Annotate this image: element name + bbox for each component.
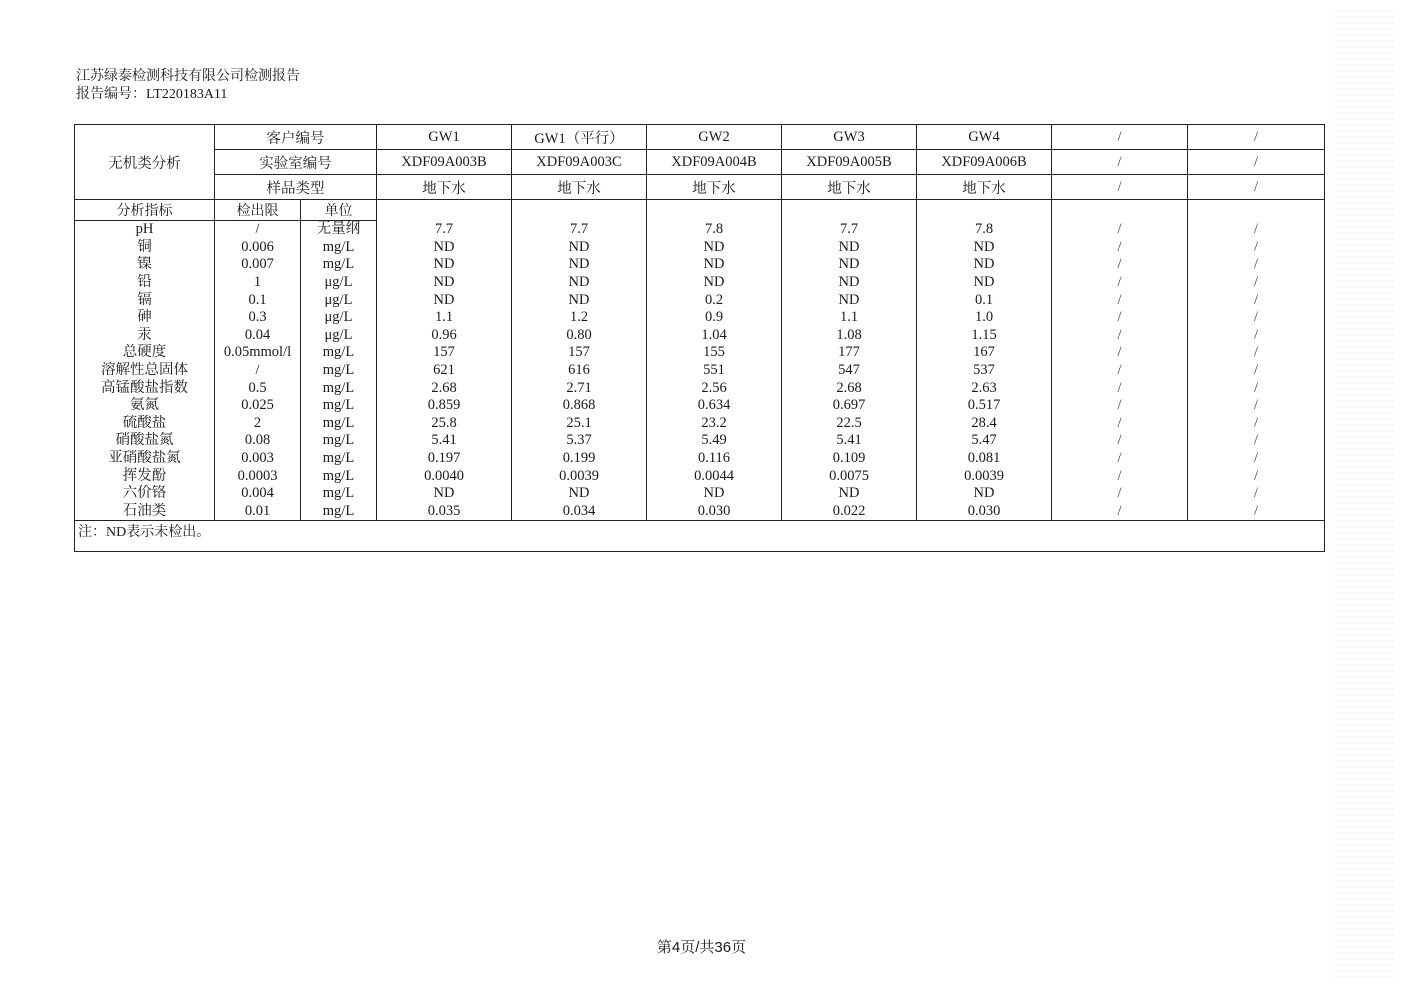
result-cell: 2.56 xyxy=(647,379,782,397)
result-cell: 0.022 xyxy=(782,503,917,521)
note-row xyxy=(75,521,1325,552)
result-cell: ND xyxy=(512,485,647,503)
result-cell: / xyxy=(1188,379,1325,397)
result-cell: / xyxy=(1188,327,1325,345)
company-title: 江苏绿泰检测科技有限公司检测报告 xyxy=(76,69,300,84)
blank-header-cell xyxy=(917,200,1052,221)
indicator-name-cell: 硫酸盐 xyxy=(75,415,215,433)
detection-limit-cell: 0.3 xyxy=(215,309,301,327)
result-cell: ND xyxy=(917,256,1052,274)
section-label: 无机类分析 xyxy=(75,125,215,200)
result-cell: / xyxy=(1052,485,1188,503)
result-cell: 547 xyxy=(782,362,917,380)
result-cell: ND xyxy=(512,291,647,309)
client-no-cell: GW1 xyxy=(377,125,512,150)
unit-cell: mg/L xyxy=(301,432,377,450)
result-cell: / xyxy=(1052,344,1188,362)
detection-limit-cell: 0.004 xyxy=(215,485,301,503)
result-cell: 177 xyxy=(782,344,917,362)
result-cell: 0.116 xyxy=(647,450,782,468)
indicator-name-cell: 亚硝酸盐氮 xyxy=(75,450,215,468)
result-cell: ND xyxy=(782,239,917,257)
result-cell: 25.1 xyxy=(512,415,647,433)
result-cell: 0.0040 xyxy=(377,467,512,485)
result-cell: / xyxy=(1188,274,1325,292)
result-cell: / xyxy=(1188,450,1325,468)
result-cell: / xyxy=(1052,467,1188,485)
result-cell: ND xyxy=(377,291,512,309)
result-cell: 616 xyxy=(512,362,647,380)
result-cell: 7.8 xyxy=(917,221,1052,239)
result-cell: ND xyxy=(512,256,647,274)
unit-cell: 无量纲 xyxy=(301,221,377,239)
table-row xyxy=(75,256,1325,274)
detection-limit-cell: 0.01 xyxy=(215,503,301,521)
result-cell: 22.5 xyxy=(782,415,917,433)
detection-limit-cell: 0.5 xyxy=(215,379,301,397)
blank-header-cell xyxy=(647,200,782,221)
result-cell: ND xyxy=(782,256,917,274)
indicator-name-cell: 镉 xyxy=(75,291,215,309)
result-cell: 157 xyxy=(377,344,512,362)
result-cell: 157 xyxy=(512,344,647,362)
result-cell: / xyxy=(1052,415,1188,433)
indicator-name-cell: 高锰酸盐指数 xyxy=(75,379,215,397)
result-cell: 0.868 xyxy=(512,397,647,415)
table-row xyxy=(75,432,1325,450)
sample-type-cell: / xyxy=(1052,175,1188,200)
result-cell: 0.030 xyxy=(917,503,1052,521)
lab-no-cell: XDF09A003B xyxy=(377,150,512,175)
document-header xyxy=(76,68,300,104)
blank-header-cell xyxy=(782,200,917,221)
result-cell: 0.697 xyxy=(782,397,917,415)
detection-limit-cell: 1 xyxy=(215,274,301,292)
result-cell: / xyxy=(1052,291,1188,309)
result-cell: 2.71 xyxy=(512,379,647,397)
result-cell: 0.034 xyxy=(512,503,647,521)
result-cell: ND xyxy=(782,274,917,292)
result-cell: ND xyxy=(377,485,512,503)
table-row xyxy=(75,221,1325,239)
sample-type-cell: 地下水 xyxy=(917,175,1052,200)
result-cell: 0.517 xyxy=(917,397,1052,415)
result-cell: / xyxy=(1188,485,1325,503)
result-cell: / xyxy=(1052,397,1188,415)
sample-type-cell: 地下水 xyxy=(647,175,782,200)
result-cell: ND xyxy=(512,274,647,292)
note-text: 注：ND表示未检出。 xyxy=(75,521,1325,552)
indicator-name-cell: 六价铬 xyxy=(75,485,215,503)
lab-number-label: 实验室编号 xyxy=(215,150,377,175)
result-cell: 1.1 xyxy=(782,309,917,327)
page-number: 第4页/共36页 xyxy=(656,939,747,956)
result-cell: ND xyxy=(917,239,1052,257)
indicator-name-cell: 砷 xyxy=(75,309,215,327)
client-no-cell: / xyxy=(1188,125,1325,150)
detection-limit-header: 检出限 xyxy=(215,200,301,221)
table-row xyxy=(75,327,1325,345)
result-cell: 551 xyxy=(647,362,782,380)
table-row xyxy=(75,467,1325,485)
table-row xyxy=(75,274,1325,292)
result-cell: 0.0044 xyxy=(647,467,782,485)
client-no-cell: / xyxy=(1052,125,1188,150)
sample-type-row xyxy=(75,175,1325,200)
result-cell: 5.41 xyxy=(377,432,512,450)
result-cell: ND xyxy=(377,274,512,292)
client-no-cell: GW2 xyxy=(647,125,782,150)
indicator-name-cell: 铅 xyxy=(75,274,215,292)
result-cell: / xyxy=(1052,379,1188,397)
unit-cell: mg/L xyxy=(301,344,377,362)
result-cell: 1.08 xyxy=(782,327,917,345)
result-cell: / xyxy=(1052,450,1188,468)
result-cell: 2.63 xyxy=(917,379,1052,397)
detection-limit-cell: 0.05mmol/l xyxy=(215,344,301,362)
unit-cell: mg/L xyxy=(301,450,377,468)
result-cell: ND xyxy=(917,274,1052,292)
result-cell: 0.197 xyxy=(377,450,512,468)
result-cell: ND xyxy=(782,485,917,503)
indicator-name-cell: 汞 xyxy=(75,327,215,345)
result-cell: / xyxy=(1188,239,1325,257)
sample-type-label: 样品类型 xyxy=(215,175,377,200)
detection-limit-cell: 0.0003 xyxy=(215,467,301,485)
table-row xyxy=(75,344,1325,362)
result-cell: 0.0075 xyxy=(782,467,917,485)
result-cell: 0.030 xyxy=(647,503,782,521)
result-cell: 155 xyxy=(647,344,782,362)
result-cell: / xyxy=(1052,432,1188,450)
detection-limit-cell: 0.003 xyxy=(215,450,301,468)
sample-type-cell: 地下水 xyxy=(512,175,647,200)
unit-cell: mg/L xyxy=(301,239,377,257)
result-cell: 23.2 xyxy=(647,415,782,433)
unit-cell: mg/L xyxy=(301,503,377,521)
result-cell: 7.7 xyxy=(512,221,647,239)
indicator-name-cell: 总硬度 xyxy=(75,344,215,362)
result-cell: 5.37 xyxy=(512,432,647,450)
result-cell: / xyxy=(1188,503,1325,521)
result-cell: 28.4 xyxy=(917,415,1052,433)
result-cell: ND xyxy=(377,239,512,257)
unit-cell: mg/L xyxy=(301,379,377,397)
result-cell: 1.0 xyxy=(917,309,1052,327)
result-cell: ND xyxy=(377,256,512,274)
indicator-name-cell: 镍 xyxy=(75,256,215,274)
result-cell: 0.9 xyxy=(647,309,782,327)
result-cell: / xyxy=(1188,432,1325,450)
blank-header-cell xyxy=(512,200,647,221)
result-cell: / xyxy=(1052,256,1188,274)
detection-limit-cell: / xyxy=(215,362,301,380)
result-cell: 0.035 xyxy=(377,503,512,521)
result-cell: 1.2 xyxy=(512,309,647,327)
detection-limit-cell: 0.1 xyxy=(215,291,301,309)
result-cell: 2.68 xyxy=(782,379,917,397)
result-cell: 7.7 xyxy=(377,221,512,239)
result-cell: / xyxy=(1052,274,1188,292)
blank-header-cell xyxy=(1188,200,1325,221)
result-cell: 2.68 xyxy=(377,379,512,397)
result-cell: 7.7 xyxy=(782,221,917,239)
lab-no-cell: XDF09A006B xyxy=(917,150,1052,175)
result-cell: ND xyxy=(647,239,782,257)
unit-header: 单位 xyxy=(301,200,377,221)
client-no-cell: GW3 xyxy=(782,125,917,150)
result-cell: / xyxy=(1188,309,1325,327)
result-cell: 0.2 xyxy=(647,291,782,309)
sample-type-cell: 地下水 xyxy=(782,175,917,200)
result-cell: 5.41 xyxy=(782,432,917,450)
indicator-name-cell: 石油类 xyxy=(75,503,215,521)
result-cell: 0.1 xyxy=(917,291,1052,309)
client-number-label: 客户编号 xyxy=(215,125,377,150)
unit-cell: μg/L xyxy=(301,274,377,292)
column-header-row xyxy=(75,200,1325,221)
result-cell: 25.8 xyxy=(377,415,512,433)
result-cell: / xyxy=(1052,327,1188,345)
result-cell: ND xyxy=(512,239,647,257)
result-cell: 0.634 xyxy=(647,397,782,415)
result-cell: 7.8 xyxy=(647,221,782,239)
result-cell: / xyxy=(1188,344,1325,362)
sample-type-cell: 地下水 xyxy=(377,175,512,200)
lab-no-cell: / xyxy=(1052,150,1188,175)
result-cell: 0.109 xyxy=(782,450,917,468)
lab-no-cell: XDF09A004B xyxy=(647,150,782,175)
detection-limit-cell: / xyxy=(215,221,301,239)
blank-header-cell xyxy=(1052,200,1188,221)
scan-edge-artifact xyxy=(1335,10,1395,980)
indicator-name-cell: pH xyxy=(75,221,215,239)
result-cell: / xyxy=(1188,221,1325,239)
detection-limit-cell: 0.08 xyxy=(215,432,301,450)
result-cell: 5.49 xyxy=(647,432,782,450)
unit-cell: mg/L xyxy=(301,256,377,274)
table-row xyxy=(75,503,1325,521)
indicator-name-cell: 氨氮 xyxy=(75,397,215,415)
detection-limit-cell: 0.006 xyxy=(215,239,301,257)
result-cell: 0.80 xyxy=(512,327,647,345)
result-cell: 0.96 xyxy=(377,327,512,345)
result-cell: 0.081 xyxy=(917,450,1052,468)
lab-number-row xyxy=(75,150,1325,175)
result-cell: / xyxy=(1052,309,1188,327)
result-cell: / xyxy=(1188,397,1325,415)
detection-limit-cell: 0.007 xyxy=(215,256,301,274)
inorganic-analysis-table xyxy=(74,124,1325,552)
result-cell: ND xyxy=(917,485,1052,503)
detection-limit-cell: 2 xyxy=(215,415,301,433)
result-cell: 5.47 xyxy=(917,432,1052,450)
indicator-header: 分析指标 xyxy=(75,200,215,221)
result-cell: 1.04 xyxy=(647,327,782,345)
result-cell: / xyxy=(1052,362,1188,380)
result-cell: 0.0039 xyxy=(917,467,1052,485)
sample-type-cell: / xyxy=(1188,175,1325,200)
result-cell: 537 xyxy=(917,362,1052,380)
client-no-cell: GW4 xyxy=(917,125,1052,150)
result-cell: / xyxy=(1188,415,1325,433)
result-cell: 0.859 xyxy=(377,397,512,415)
result-cell: / xyxy=(1188,256,1325,274)
result-cell: 0.0039 xyxy=(512,467,647,485)
table-row xyxy=(75,397,1325,415)
indicator-name-cell: 铜 xyxy=(75,239,215,257)
result-cell: ND xyxy=(647,256,782,274)
result-cell: / xyxy=(1188,362,1325,380)
result-cell: ND xyxy=(647,274,782,292)
lab-no-cell: XDF09A003C xyxy=(512,150,647,175)
lab-no-cell: / xyxy=(1188,150,1325,175)
result-cell: 167 xyxy=(917,344,1052,362)
table-row xyxy=(75,362,1325,380)
result-cell: / xyxy=(1052,239,1188,257)
table-row xyxy=(75,485,1325,503)
unit-cell: μg/L xyxy=(301,309,377,327)
detection-limit-cell: 0.025 xyxy=(215,397,301,415)
table-row xyxy=(75,291,1325,309)
unit-cell: mg/L xyxy=(301,467,377,485)
unit-cell: μg/L xyxy=(301,291,377,309)
table-row xyxy=(75,450,1325,468)
result-cell: 1.15 xyxy=(917,327,1052,345)
table-row xyxy=(75,309,1325,327)
result-cell: / xyxy=(1188,467,1325,485)
unit-cell: mg/L xyxy=(301,362,377,380)
indicator-name-cell: 挥发酚 xyxy=(75,467,215,485)
result-cell: 1.1 xyxy=(377,309,512,327)
result-cell: / xyxy=(1052,221,1188,239)
unit-cell: mg/L xyxy=(301,397,377,415)
table-row xyxy=(75,379,1325,397)
unit-cell: μg/L xyxy=(301,327,377,345)
result-cell: 621 xyxy=(377,362,512,380)
blank-header-cell xyxy=(377,200,512,221)
result-cell: ND xyxy=(782,291,917,309)
unit-cell: mg/L xyxy=(301,485,377,503)
indicator-name-cell: 溶解性总固体 xyxy=(75,362,215,380)
table-row xyxy=(75,239,1325,257)
indicator-name-cell: 硝酸盐氮 xyxy=(75,432,215,450)
result-cell: / xyxy=(1052,503,1188,521)
table-row xyxy=(75,415,1325,433)
unit-cell: mg/L xyxy=(301,415,377,433)
client-no-cell: GW1（平行） xyxy=(512,125,647,150)
result-cell: / xyxy=(1188,291,1325,309)
detection-limit-cell: 0.04 xyxy=(215,327,301,345)
lab-no-cell: XDF09A005B xyxy=(782,150,917,175)
client-number-row xyxy=(75,125,1325,150)
result-cell: 0.199 xyxy=(512,450,647,468)
report-number: 报告编号：LT220183A11 xyxy=(76,87,228,102)
result-cell: ND xyxy=(647,485,782,503)
